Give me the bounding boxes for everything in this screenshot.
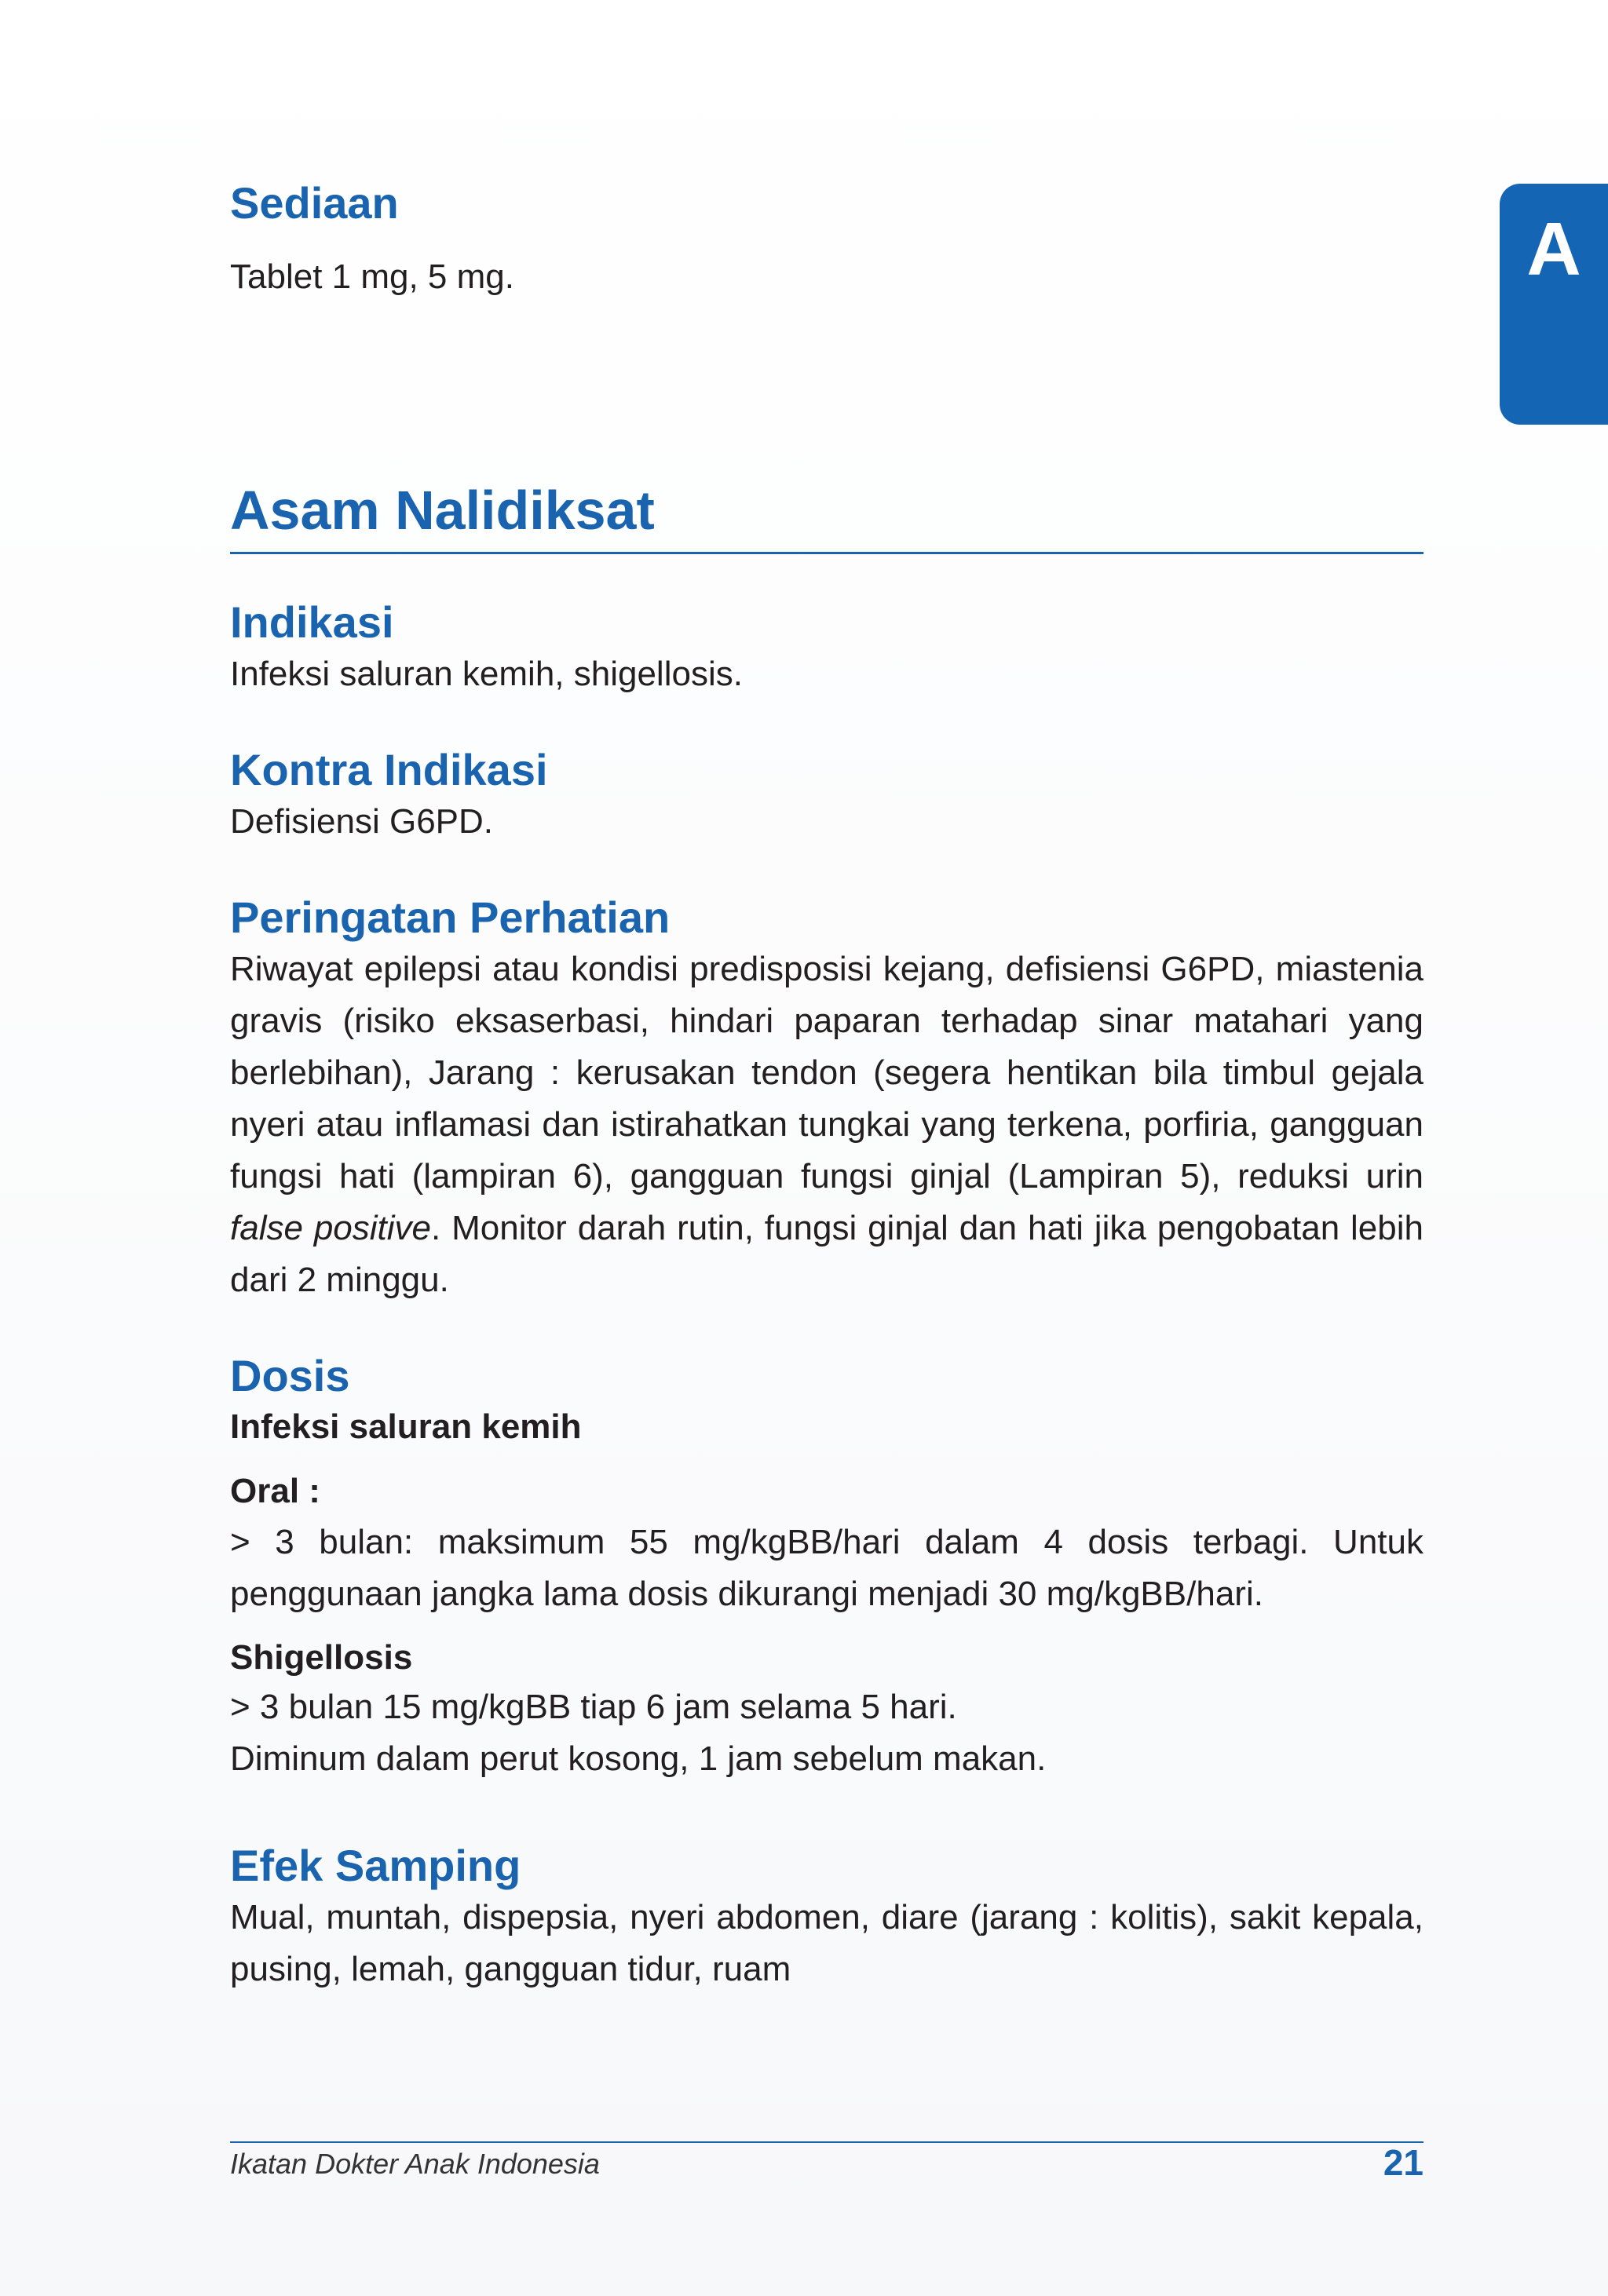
drug-title: Asam Nalidiksat	[230, 480, 655, 541]
dosis-heading: Dosis	[230, 1351, 350, 1400]
peringatan-text-b: . Monitor darah rutin, fungsi ginjal dan hati jika pengobatan lebih dari 2 minggu.	[230, 1208, 1423, 1299]
sediaan-section	[230, 179, 1423, 303]
peringatan-section	[230, 893, 1423, 1306]
efek-samping-heading: Efek Samping	[230, 1841, 521, 1890]
efek-samping-text: Mual, muntah, dispepsia, nyeri abdomen, diare (jarang : kolitis), sakit kepala, pusing, lemah, gangguan tidur, ruam	[230, 1897, 1423, 1988]
dosis-section	[230, 1352, 1423, 1785]
kontra-indikasi-heading: Kontra Indikasi	[230, 745, 548, 794]
efek-samping-section	[230, 1842, 1423, 1995]
dosis-shigellosis-line2: Diminum dalam perut kosong, 1 jam sebelum makan.	[230, 1739, 1047, 1778]
title-divider	[230, 552, 1423, 554]
peringatan-text-italic: false positive	[230, 1208, 432, 1247]
peringatan-text-a: Riwayat epilepsi atau kondisi predisposisi kejang, defisiensi G6PD, miastenia gravis (risiko eksaserbasi, hindari paparan terhadap sinar matahari yang berlebihan), Jarang : kerusakan tendon (segera hentikan bila timbul gejala nyeri atau inflamasi dan istirahatkan tungkai yang terkena, porfiria, gangguan fungsi hati (lampiran 6), gangguan fungsi ginjal (Lampiran 5), reduksi urin	[230, 949, 1423, 1195]
indikasi-section	[230, 598, 1423, 700]
page-number: 21	[1383, 2142, 1423, 2183]
section-tab-a	[1500, 184, 1608, 425]
dosis-shigellosis-line1: > 3 bulan 15 mg/kgBB tiap 6 jam selama 5 hari.	[230, 1687, 957, 1726]
dosis-sub-uti: Infeksi saluran kemih	[230, 1407, 582, 1446]
indikasi-text: Infeksi saluran kemih, shigellosis.	[230, 654, 743, 693]
peringatan-text	[230, 944, 1423, 1306]
sediaan-text: Tablet 1 mg, 5 mg.	[230, 257, 514, 296]
footer-publisher: Ikatan Dokter Anak Indonesia	[230, 2148, 600, 2180]
kontra-indikasi-section	[230, 746, 1423, 848]
peringatan-heading: Peringatan Perhatian	[230, 892, 671, 942]
dosis-uti-text: > 3 bulan: maksimum 55 mg/kgBB/hari dalam 4 dosis terbagi. Untuk penggunaan jangka lama dosis dikurangi menjadi 30 mg/kgBB/hari.	[230, 1522, 1423, 1613]
footer-divider	[230, 2141, 1423, 2143]
dosis-route-oral: Oral :	[230, 1471, 320, 1510]
section-tab-letter: A	[1526, 207, 1581, 291]
sediaan-heading: Sediaan	[230, 178, 399, 228]
dosis-sub-shigellosis: Shigellosis	[230, 1637, 413, 1677]
indikasi-heading: Indikasi	[230, 597, 394, 647]
drug-title-block	[230, 480, 1423, 554]
kontra-indikasi-text: Defisiensi G6PD.	[230, 801, 494, 841]
